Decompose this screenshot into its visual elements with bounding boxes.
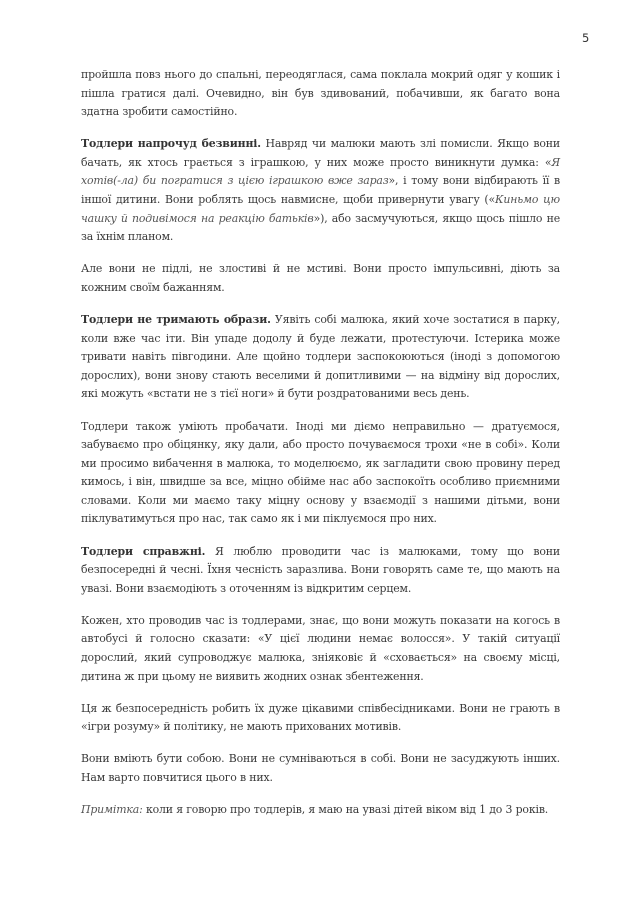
paragraph-8-text: Ця ж безпосередність робить їх дуже цікавими співбесідниками. Вони не грають в «ігри розуму» й політику, не мають прихованих мотивів.	[81, 701, 560, 734]
note-text: коли я говорю про тодлерів, я маю на увазі дітей віком від 1 до 3 років.	[142, 803, 549, 817]
paragraph-5-text: Тодлери також уміють пробачати. Іноді ми діємо неправильно — дратуємося, забуваємо про обіцянку, яку дали, або просто почуваємося трохи «не в собі». Коли ми просимо вибачення в малюка, то моделюємо, як загладити свою провину перед кимось, і він, швидше за все, міцно обійме нас або заспокоїть особливо приємними словами. Коли ми маємо таку міцну основу у взаємодії з нашими дітьми, вони піклуватимуться про нас, так само як і ми піклуємося про них.	[81, 419, 560, 526]
paragraph-9	[81, 750, 560, 787]
paragraph-7-text: Кожен, хто проводив час із тодлерами, знає, що вони можуть показати на когось в автобусі й голосно сказати: «У цієї людини немає волосся». У такій ситуації дорослий, який супроводжує малюка, зніяковіє й «сховається» на своєму місці, дитина ж при цьому не виявить жодних ознак збентеження.	[81, 613, 560, 683]
paragraph-6-text: Я люблю проводити час із малюками, тому що вони безпосередні й чесні. Їхня чесність заразлива. Вони говорять саме те, що мають на увазі. Вони взаємодіють з оточенням із відкритим серцем.	[81, 544, 560, 595]
paragraph-8	[81, 700, 560, 737]
paragraph-2-text-3: »), або засмучуються, якщо щось пішло не за їхнім планом.	[81, 211, 560, 244]
paragraph-3	[81, 260, 560, 297]
heading-genuine: Тодлери справжні.	[81, 544, 206, 558]
paragraph-2-text-2: », і тому вони відбирають її в іншої дитини. Вони роблять щось навмисне, щоби привернути увагу («	[81, 174, 560, 207]
paragraph-2	[81, 135, 560, 247]
paragraph-2-text-1: Навряд чи малюки мають злі помисли. Якщо вони бачать, як хтось грається з іграшкою, у них може просто виникнути думка: «	[81, 137, 560, 169]
paragraph-4-text: Уявіть собі малюка, який хоче зостатися в парку, коли вже час іти. Він упаде додолу й буде лежати, протестуючи. Істерика може тривати навіть півгодини. Але щойно тодлери заспокоюються (іноді з допомогою дорослих), вони знову стають веселими й допитливими — на відміну від дорослих, які можуть «встати не з тієї ноги» й бути роздратованими весь день.	[81, 313, 560, 401]
paragraph-4	[81, 311, 560, 404]
heading-innocent: Тодлери напрочуд безвинні.	[81, 137, 261, 151]
page-body	[81, 66, 560, 833]
paragraph-7	[81, 612, 560, 686]
page-number: 5	[582, 31, 590, 45]
quote-cup: Киньмо цю чашку й подивімося на реакцію батьків	[81, 193, 560, 225]
quote-toy: Я хотів(-ла) би погратися з цією іграшкою вже зараз	[81, 155, 560, 188]
note-label: Примітка:	[81, 803, 143, 817]
paragraph-3-text: Але вони не підлі, не злостиві й не мстиві. Вони просто імпульсивні, діють за кожним своїм бажанням.	[81, 262, 560, 294]
paragraph-6	[81, 543, 560, 599]
paragraph-9-text: Вони вміють бути собою. Вони не сумніваються в собі. Вони не засуджують інших. Нам варто повчитися цього в них.	[81, 752, 560, 784]
paragraph-5	[81, 418, 560, 530]
paragraph-1-text: пройшла повз нього до спальні, переодяглася, сама поклала мокрий одяг у кошик і пішла гратися далі. Очевидно, він був здивований, побачивши, як багато вона здатна зробити самостійно.	[81, 68, 560, 119]
heading-no-grudges: Тодлери не тримають образи.	[81, 313, 271, 327]
paragraph-1	[81, 66, 560, 122]
paragraph-10	[81, 801, 560, 820]
